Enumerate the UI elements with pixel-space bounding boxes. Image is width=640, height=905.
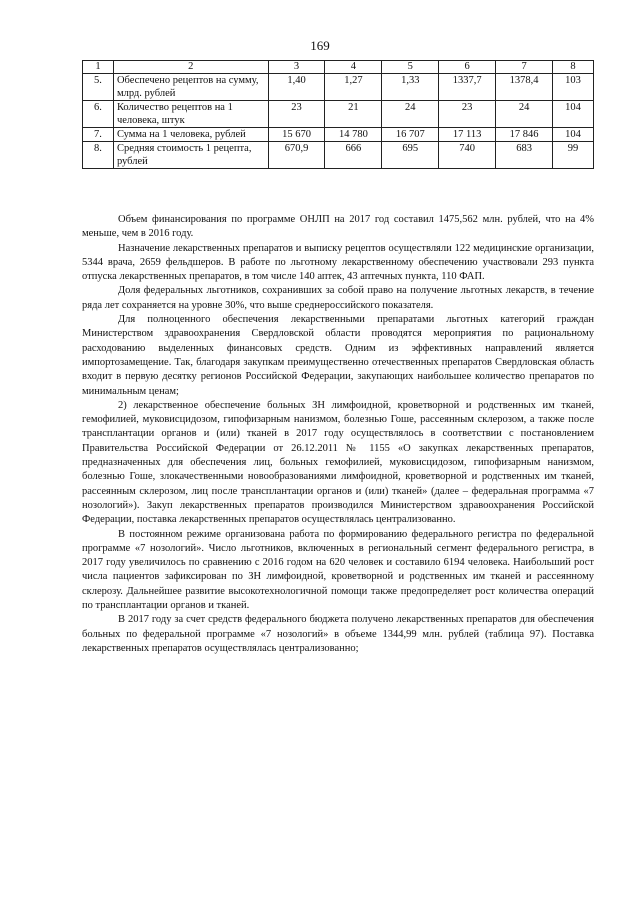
header-cell: 2 [113,61,268,74]
table-row [83,74,594,101]
row-label: Количество рецептов на 1 человека, штук [113,101,268,128]
paragraph-seven-nosologies: 2) лекарственное обеспечение больных ЗН лимфоидной, кроветворной и родственных им тканей, гемофилией, муковисцидозом, гипофизарным нанизмом, болезнью Гоше, рассеянным склерозом, а также после трансплантации органов и (или) тканей в 2017 году осуществлялось в соответствии с постановлением Правительства Российской Федерации от 26.12.2011 № 1155 «О закупках лекарственных препаратов, предназначенных для обеспечения лиц, больных гемофилией, муковисцидозом, гипофизарным нанизмом, болезнью Гоше, злокачественными новообразованиями лимфоидной, кроветворной и родственных им тканей, рассеянным склерозом, лиц после трансплантации органов и (или) тканей» (далее – федеральная программа «7 нозологий»). Закуп лекарственных препаратов производился Министерством здравоохранения Российской Федерации, поставка лекарственных препаратов осуществлялась централизованно. [82,399,594,526]
table-cell: 103 [553,74,594,101]
table-cell: 683 [496,142,553,169]
paragraph-federal-budget: В 2017 году за счет средств федерального бюджета получено лекарственных препаратов для обеспечения больных по федеральной программе «7 нозологий» в объеме 1344,99 млн. рублей (таблица 97). Поставка лекарственных препаратов осуществлялась централизованно; [82,614,594,654]
row-label: Сумма на 1 человека, рублей [113,128,268,142]
paragraph-beneficiaries-share: Доля федеральных льготников, сохранивших за собой право на получение льготных лекарств, в течение ряда лет сохраняется на уровне 30%, что выше среднероссийского показателя. [82,285,594,311]
table-cell: 24 [496,101,553,128]
table-cell: 104 [553,128,594,142]
header-cell: 4 [325,61,382,74]
header-cell: 6 [439,61,496,74]
paragraph-prescribing: Назначение лекарственных препаратов и выписку рецептов осуществляли 122 медицинские организации, 5344 врача, 2659 фельдшеров. В работе по льготному лекарственному обеспечению участвовали 293 пункта отпуска лекарственных препаратов, в том числе 140 аптек, 43 аптечных пункта, 110 ФАП. [82,242,594,283]
table-cell: 670,9 [268,142,325,169]
table-cell: 99 [553,142,594,169]
body-text [82,213,594,656]
table-cell: 1,40 [268,74,325,101]
table-cell: 21 [325,101,382,128]
table-cell: 695 [382,142,439,169]
paragraph-federal-register: В постоянном режиме организована работа по формированию федерального регистра по федеральной программе «7 нозологий». Число льготников, включенных в региональный сегмент федерального регистра, в 2017 году увеличилось по сравнению с 2016 годом на 620 человек и составило 6194 человека. Наибольший рост числа пациентов зафиксирован по ЗН лимфоидной, кроветворной и родственных им тканей и рассеянному склерозу. Дальнейшее развитие высокотехнологичной помощи также предопределяет рост количества операций по трансплантации органов и тканей. [82,528,594,612]
header-cell: 5 [382,61,439,74]
header-cell: 3 [268,61,325,74]
paragraph-import-substitution: Для полноценного обеспечения лекарственными препаратами льготных категорий граждан Министерством здравоохранения Свердловской области проводятся мероприятия по рациональному расходованию выделенных финансовых средств. Одним из эффективных направлений является импортозамещение. Так, благодаря закупкам преимущественно отечественных препаратов Свердловская область входит в первую десятку регионов Российской Федерации, закупающих наибольшее количество препаратов по минимальным ценам; [82,314,594,397]
table-cell: 1,33 [382,74,439,101]
table-row [83,128,594,142]
table-cell: 16 707 [382,128,439,142]
table-cell: 1,27 [325,74,382,101]
header-cell: 7 [496,61,553,74]
row-number: 6. [83,101,114,128]
table-cell: 666 [325,142,382,169]
row-number: 8. [83,142,114,169]
table-cell: 23 [268,101,325,128]
table-cell: 17 846 [496,128,553,142]
table-cell: 17 113 [439,128,496,142]
table-cell: 23 [439,101,496,128]
row-number: 7. [83,128,114,142]
row-label: Средняя стоимость 1 рецепта, рублей [113,142,268,169]
table-cell: 740 [439,142,496,169]
table-cell: 1337,7 [439,74,496,101]
table-row [83,142,594,169]
table-header-row [83,61,594,74]
paragraph-financing: Объем финансирования по программе ОНЛП на 2017 год составил 1475,562 млн. рублей, что на 4% меньше, чем в 2016 году. [82,214,594,240]
page-number: 169 [310,38,330,53]
table-cell: 24 [382,101,439,128]
row-label: Обеспечено рецептов на сумму, млрд. рублей [113,74,268,101]
header-cell: 1 [83,61,114,74]
table-cell: 104 [553,101,594,128]
statistics-table [82,60,594,169]
row-number: 5. [83,74,114,101]
header-cell: 8 [553,61,594,74]
table-cell: 15 670 [268,128,325,142]
table-cell: 14 780 [325,128,382,142]
table-row [83,101,594,128]
table-cell: 1378,4 [496,74,553,101]
